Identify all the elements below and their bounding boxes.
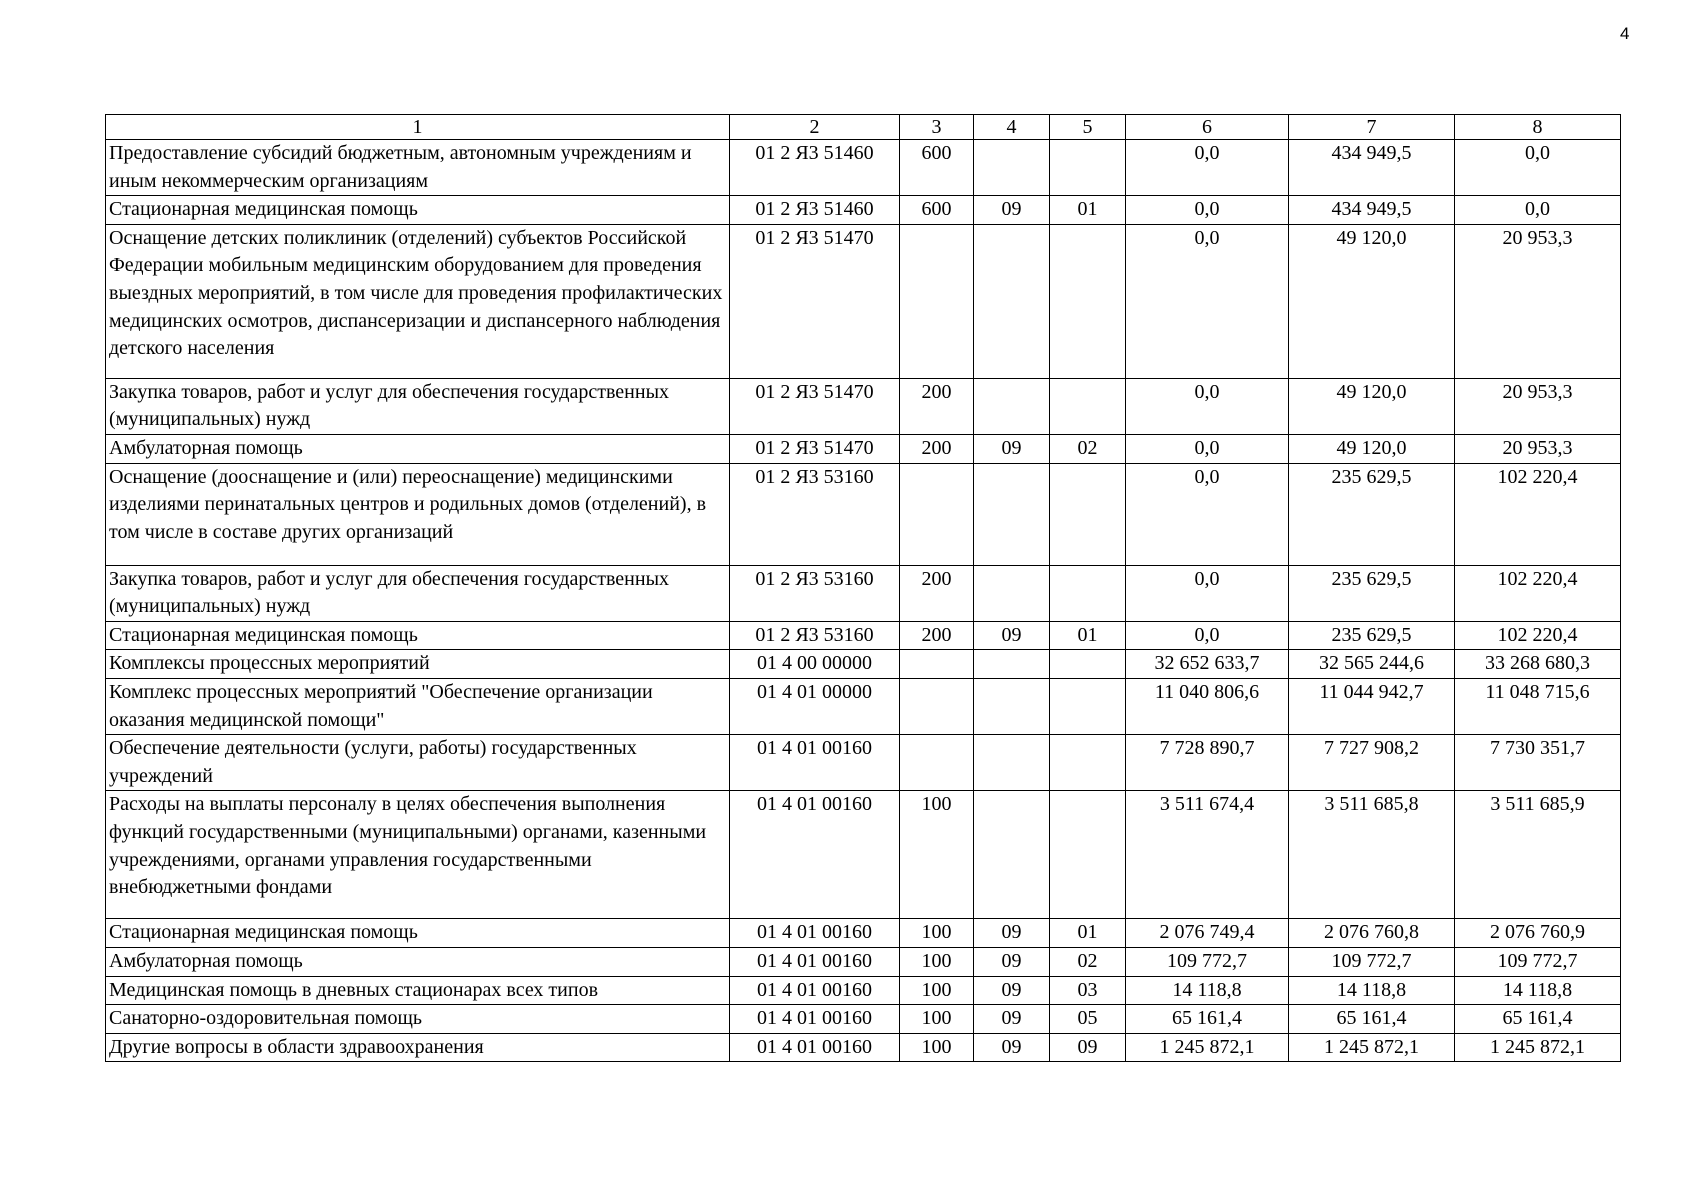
section-cell <box>974 140 1050 196</box>
subsection-cell <box>1050 565 1126 621</box>
table-row <box>106 1033 1621 1062</box>
amount-col8-cell: 65 161,4 <box>1455 1005 1621 1034</box>
amount-col6-cell: 0,0 <box>1126 140 1289 196</box>
amount-col8-cell: 2 076 760,9 <box>1455 919 1621 948</box>
amount-col7-cell: 2 076 760,8 <box>1289 919 1455 948</box>
amount-col7-cell: 7 727 908,2 <box>1289 735 1455 791</box>
page-number: 4 <box>1620 24 1630 43</box>
subsection-cell <box>1050 463 1126 565</box>
expense-type-cell: 200 <box>900 565 974 621</box>
expense-name-cell: Санаторно-оздоровительная помощь <box>106 1005 730 1034</box>
amount-col7-cell: 434 949,5 <box>1289 140 1455 196</box>
expense-name-cell: Оснащение (дооснащение и (или) переоснащение) медицинскими изделиями перинатальных центров и родильных домов (отделений), в том числе в составе других организаций <box>106 463 730 565</box>
section-cell <box>974 650 1050 679</box>
section-cell: 09 <box>974 919 1050 948</box>
column-number: 7 <box>1289 115 1455 140</box>
amount-col8-cell: 20 953,3 <box>1455 224 1621 378</box>
column-number: 8 <box>1455 115 1621 140</box>
section-cell <box>974 678 1050 734</box>
target-article-cell: 01 2 Я3 53160 <box>730 463 900 565</box>
subsection-cell: 03 <box>1050 976 1126 1005</box>
expense-type-cell <box>900 463 974 565</box>
amount-col7-cell: 434 949,5 <box>1289 196 1455 225</box>
expense-name-cell: Медицинская помощь в дневных стационарах всех типов <box>106 976 730 1005</box>
section-cell: 09 <box>974 434 1050 463</box>
column-number: 6 <box>1126 115 1289 140</box>
column-number: 1 <box>106 115 730 140</box>
amount-col8-cell: 109 772,7 <box>1455 947 1621 976</box>
subsection-cell: 09 <box>1050 1033 1126 1062</box>
amount-col6-cell: 2 076 749,4 <box>1126 919 1289 948</box>
subsection-cell: 02 <box>1050 434 1126 463</box>
subsection-cell: 01 <box>1050 919 1126 948</box>
amount-col8-cell: 11 048 715,6 <box>1455 678 1621 734</box>
expense-type-cell: 200 <box>900 378 974 434</box>
target-article-cell: 01 4 01 00160 <box>730 1033 900 1062</box>
subsection-cell <box>1050 735 1126 791</box>
section-cell: 09 <box>974 196 1050 225</box>
amount-col7-cell: 49 120,0 <box>1289 378 1455 434</box>
table-row <box>106 791 1621 919</box>
target-article-cell: 01 4 01 00160 <box>730 976 900 1005</box>
amount-col6-cell: 0,0 <box>1126 621 1289 650</box>
amount-col8-cell: 3 511 685,9 <box>1455 791 1621 919</box>
expense-type-cell: 100 <box>900 976 974 1005</box>
target-article-cell: 01 4 01 00160 <box>730 919 900 948</box>
amount-col6-cell: 3 511 674,4 <box>1126 791 1289 919</box>
expense-name-cell: Комплекс процессных мероприятий "Обеспечение организации оказания медицинской помощи" <box>106 678 730 734</box>
table-row <box>106 378 1621 434</box>
expense-name-cell: Расходы на выплаты персоналу в целях обеспечения выполнения функций государственными (муниципальными) органами, казенными учреждениями, органами управления государственными внебюджетными фондами <box>106 791 730 919</box>
amount-col7-cell: 235 629,5 <box>1289 565 1455 621</box>
amount-col6-cell: 32 652 633,7 <box>1126 650 1289 679</box>
amount-col7-cell: 49 120,0 <box>1289 224 1455 378</box>
section-cell <box>974 565 1050 621</box>
expense-type-cell: 100 <box>900 947 974 976</box>
subsection-cell <box>1050 378 1126 434</box>
amount-col7-cell: 32 565 244,6 <box>1289 650 1455 679</box>
subsection-cell: 01 <box>1050 621 1126 650</box>
amount-col7-cell: 1 245 872,1 <box>1289 1033 1455 1062</box>
expense-type-cell: 100 <box>900 1005 974 1034</box>
column-number-row <box>106 115 1621 140</box>
expense-type-cell: 100 <box>900 791 974 919</box>
column-number: 5 <box>1050 115 1126 140</box>
target-article-cell: 01 2 Я3 51460 <box>730 196 900 225</box>
target-article-cell: 01 2 Я3 51470 <box>730 434 900 463</box>
expense-type-cell <box>900 224 974 378</box>
amount-col7-cell: 235 629,5 <box>1289 621 1455 650</box>
expense-name-cell: Стационарная медицинская помощь <box>106 919 730 948</box>
section-cell <box>974 224 1050 378</box>
expense-type-cell <box>900 650 974 679</box>
column-number: 4 <box>974 115 1050 140</box>
target-article-cell: 01 4 01 00160 <box>730 1005 900 1034</box>
expense-name-cell: Закупка товаров, работ и услуг для обеспечения государственных (муниципальных) нужд <box>106 565 730 621</box>
target-article-cell: 01 4 01 00160 <box>730 791 900 919</box>
subsection-cell: 01 <box>1050 196 1126 225</box>
amount-col6-cell: 14 118,8 <box>1126 976 1289 1005</box>
expense-name-cell: Предоставление субсидий бюджетным, автономным учреждениям и иным некоммерческим организациям <box>106 140 730 196</box>
expense-type-cell: 600 <box>900 140 974 196</box>
amount-col6-cell: 0,0 <box>1126 224 1289 378</box>
amount-col6-cell: 0,0 <box>1126 196 1289 225</box>
expense-type-cell: 100 <box>900 919 974 948</box>
expense-name-cell: Обеспечение деятельности (услуги, работы) государственных учреждений <box>106 735 730 791</box>
expense-name-cell: Оснащение детских поликлиник (отделений) субъектов Российской Федерации мобильным медицинским оборудованием для проведения выездных мероприятий, в том числе для проведения профилактических медицинских осмотров, диспансеризации и диспансерного наблюдения детского населения <box>106 224 730 378</box>
amount-col6-cell: 109 772,7 <box>1126 947 1289 976</box>
expense-name-cell: Стационарная медицинская помощь <box>106 196 730 225</box>
expense-name-cell: Закупка товаров, работ и услуг для обеспечения государственных (муниципальных) нужд <box>106 378 730 434</box>
table-row <box>106 196 1621 225</box>
table-row <box>106 140 1621 196</box>
target-article-cell: 01 2 Я3 51470 <box>730 224 900 378</box>
amount-col7-cell: 49 120,0 <box>1289 434 1455 463</box>
table-row <box>106 919 1621 948</box>
amount-col8-cell: 7 730 351,7 <box>1455 735 1621 791</box>
amount-col7-cell: 65 161,4 <box>1289 1005 1455 1034</box>
section-cell: 09 <box>974 976 1050 1005</box>
amount-col7-cell: 3 511 685,8 <box>1289 791 1455 919</box>
amount-col6-cell: 65 161,4 <box>1126 1005 1289 1034</box>
table-row <box>106 735 1621 791</box>
target-article-cell: 01 4 01 00000 <box>730 678 900 734</box>
table-row <box>106 947 1621 976</box>
expense-type-cell: 100 <box>900 1033 974 1062</box>
section-cell <box>974 791 1050 919</box>
column-number: 3 <box>900 115 974 140</box>
expense-type-cell: 200 <box>900 434 974 463</box>
section-cell: 09 <box>974 621 1050 650</box>
amount-col7-cell: 235 629,5 <box>1289 463 1455 565</box>
subsection-cell <box>1050 791 1126 919</box>
amount-col8-cell: 1 245 872,1 <box>1455 1033 1621 1062</box>
amount-col8-cell: 0,0 <box>1455 140 1621 196</box>
section-cell <box>974 735 1050 791</box>
subsection-cell <box>1050 224 1126 378</box>
target-article-cell: 01 2 Я3 53160 <box>730 621 900 650</box>
subsection-cell: 05 <box>1050 1005 1126 1034</box>
expense-name-cell: Амбулаторная помощь <box>106 434 730 463</box>
expense-name-cell: Комплексы процессных мероприятий <box>106 650 730 679</box>
target-article-cell: 01 4 01 00160 <box>730 735 900 791</box>
subsection-cell <box>1050 140 1126 196</box>
amount-col7-cell: 109 772,7 <box>1289 947 1455 976</box>
target-article-cell: 01 2 Я3 53160 <box>730 565 900 621</box>
table-row <box>106 976 1621 1005</box>
table-row <box>106 463 1621 565</box>
target-article-cell: 01 2 Я3 51460 <box>730 140 900 196</box>
expense-name-cell: Амбулаторная помощь <box>106 947 730 976</box>
expense-type-cell: 600 <box>900 196 974 225</box>
amount-col8-cell: 20 953,3 <box>1455 378 1621 434</box>
amount-col6-cell: 7 728 890,7 <box>1126 735 1289 791</box>
expense-type-cell <box>900 678 974 734</box>
expense-name-cell: Стационарная медицинская помощь <box>106 621 730 650</box>
amount-col6-cell: 0,0 <box>1126 463 1289 565</box>
table-row <box>106 565 1621 621</box>
budget-table <box>105 114 1621 1062</box>
subsection-cell <box>1050 678 1126 734</box>
section-cell: 09 <box>974 1005 1050 1034</box>
amount-col6-cell: 0,0 <box>1126 378 1289 434</box>
amount-col8-cell: 14 118,8 <box>1455 976 1621 1005</box>
subsection-cell: 02 <box>1050 947 1126 976</box>
amount-col8-cell: 33 268 680,3 <box>1455 650 1621 679</box>
subsection-cell <box>1050 650 1126 679</box>
expense-type-cell: 200 <box>900 621 974 650</box>
table-row <box>106 224 1621 378</box>
expense-name-cell: Другие вопросы в области здравоохранения <box>106 1033 730 1062</box>
section-cell <box>974 378 1050 434</box>
amount-col6-cell: 0,0 <box>1126 434 1289 463</box>
target-article-cell: 01 4 00 00000 <box>730 650 900 679</box>
table-row <box>106 1005 1621 1034</box>
amount-col7-cell: 11 044 942,7 <box>1289 678 1455 734</box>
target-article-cell: 01 4 01 00160 <box>730 947 900 976</box>
amount-col8-cell: 102 220,4 <box>1455 463 1621 565</box>
amount-col7-cell: 14 118,8 <box>1289 976 1455 1005</box>
amount-col6-cell: 1 245 872,1 <box>1126 1033 1289 1062</box>
amount-col8-cell: 0,0 <box>1455 196 1621 225</box>
section-cell: 09 <box>974 947 1050 976</box>
amount-col8-cell: 102 220,4 <box>1455 621 1621 650</box>
table-row <box>106 434 1621 463</box>
column-number: 2 <box>730 115 900 140</box>
section-cell <box>974 463 1050 565</box>
table-row <box>106 678 1621 734</box>
amount-col8-cell: 20 953,3 <box>1455 434 1621 463</box>
target-article-cell: 01 2 Я3 51470 <box>730 378 900 434</box>
table-row <box>106 650 1621 679</box>
section-cell: 09 <box>974 1033 1050 1062</box>
amount-col6-cell: 11 040 806,6 <box>1126 678 1289 734</box>
table-row <box>106 621 1621 650</box>
amount-col6-cell: 0,0 <box>1126 565 1289 621</box>
expense-type-cell <box>900 735 974 791</box>
table-body <box>106 115 1621 1062</box>
amount-col8-cell: 102 220,4 <box>1455 565 1621 621</box>
